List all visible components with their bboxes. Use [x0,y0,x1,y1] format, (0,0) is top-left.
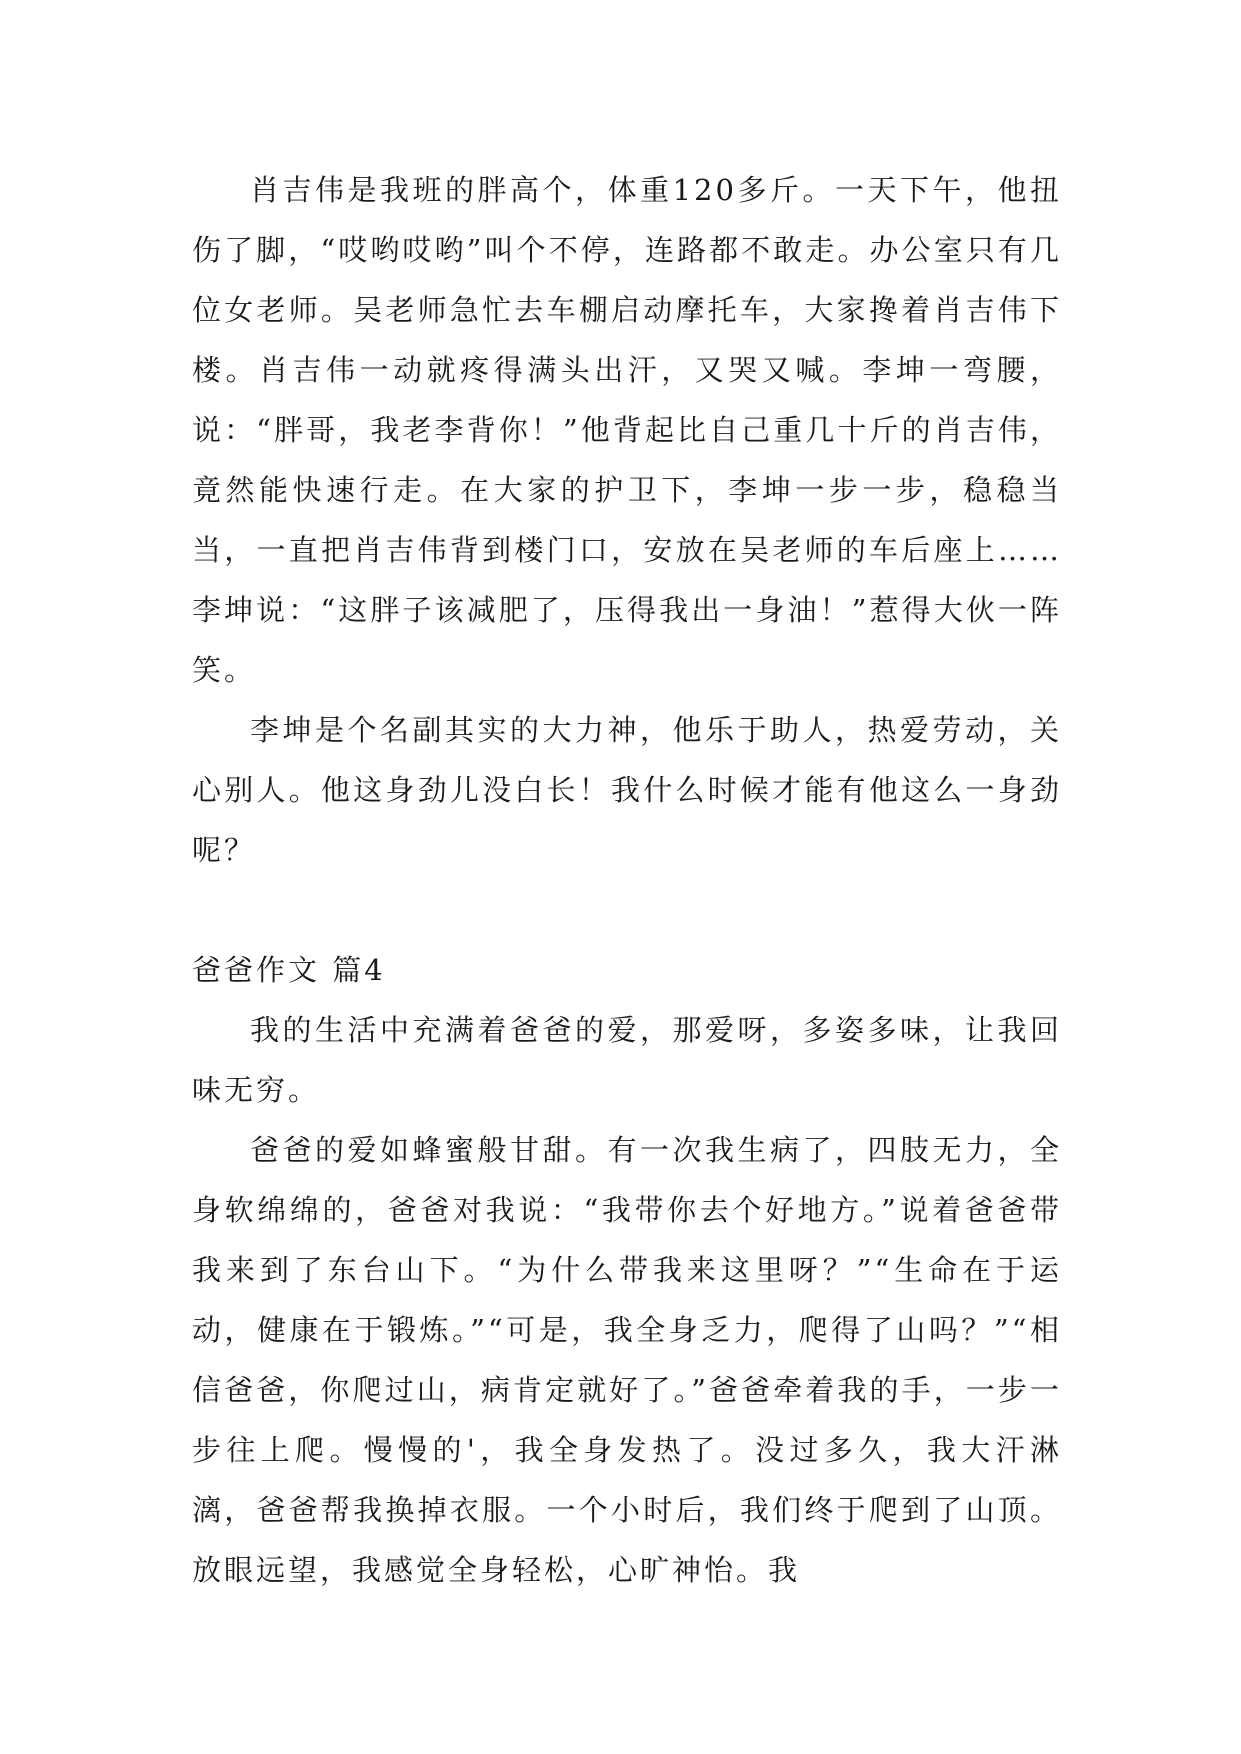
paragraph: 我的生活中充满着爸爸的爱，那爱呀，多姿多味，让我回味无穷。 [192,1013,1062,1107]
paragraph: 李坤是个名副其实的大力神，他乐于助人，热爱劳动，关心别人。他这身劲儿没白长！我什么时候才能有他这么一身劲呢？ [192,713,1062,867]
section-spacer [192,880,1062,940]
document-page [192,160,1062,1600]
paragraph: 爸爸的爱如蜂蜜般甘甜。有一次我生病了，四肢无力，全身软绵绵的，爸爸对我说：“我带你去个好地方。”说着爸爸带我来到了东台山下。“为什么带我来这里呀？”“生命在于运动，健康在于锻炼。”“可是，我全身乏力，爬得了山吗？”“相信爸爸，你爬过山，病肯定就好了。”爸爸牵着我的手，一步一步往上爬。慢慢的'，我全身发热了。没过多久，我大汗淋漓，爸爸帮我换掉衣服。一个小时后，我们终于爬到了山顶。放眼远望，我感觉全身轻松，心旷神怡。我 [192,1133,1062,1587]
paragraph: 肖吉伟是我班的胖高个，体重120多斤。一天下午，他扭伤了脚，“哎哟哎哟”叫个不停，连路都不敢走。办公室只有几位女老师。吴老师急忙去车棚启动摩托车，大家搀着肖吉伟下楼。肖吉伟一动就疼得满头出汗，又哭又喊。李坤一弯腰，说：“胖哥，我老李背你！”他背起比自己重几十斤的肖吉伟，竟然能快速行走。在大家的护卫下，李坤一步一步，稳稳当当，一直把肖吉伟背到楼门口，安放在吴老师的车后座上……李坤说：“这胖子该减肥了，压得我出一身油！”惹得大伙一阵笑。 [192,173,1062,687]
section-title: 爸爸作文 篇4 [192,953,386,987]
